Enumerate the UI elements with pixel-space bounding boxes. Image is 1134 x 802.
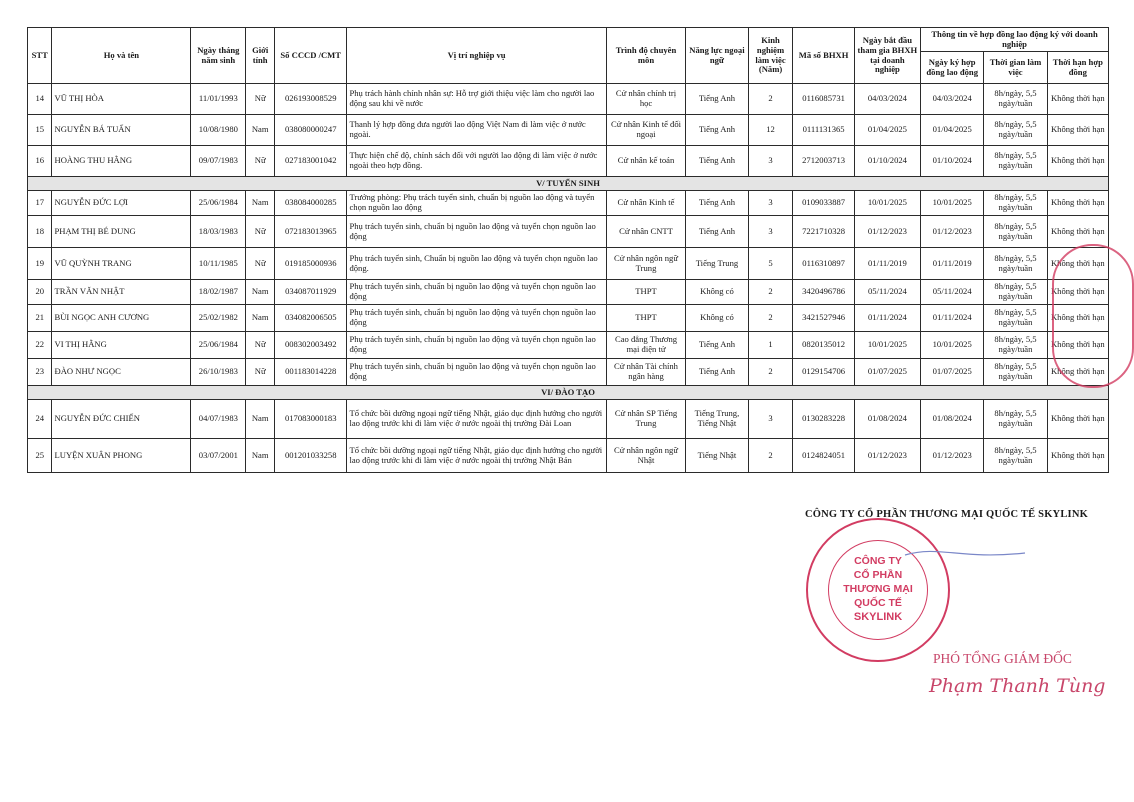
col-header-name: Họ và tên (52, 28, 191, 84)
cell-contract-term: Không thời hạn (1047, 400, 1108, 439)
cell-experience: 2 (748, 439, 793, 473)
cell-gender: Nam (246, 439, 275, 473)
cell-contract-date: 04/03/2024 (921, 84, 984, 115)
cell-name: NGUYỄN ĐỨC LỢI (52, 191, 191, 216)
cell-insurance-start: 01/04/2025 (854, 115, 920, 146)
cell-id: 026193008529 (274, 84, 346, 115)
cell-gender: Nam (246, 280, 275, 305)
cell-id: 017083000183 (274, 400, 346, 439)
cell-dob: 25/06/1984 (191, 191, 246, 216)
cell-education: Cử nhân kế toán (606, 146, 686, 177)
col-header-position: Vị trí nghiệp vụ (347, 28, 606, 84)
cell-id: 008302003492 (274, 332, 346, 359)
cell-contract-term: Không thời hạn (1047, 191, 1108, 216)
cell-stt: 23 (28, 359, 52, 386)
cell-experience: 1 (748, 332, 793, 359)
cell-work-time: 8h/ngày, 5,5 ngày/tuần (984, 359, 1047, 386)
cell-insurance: 0111131365 (793, 115, 854, 146)
cell-contract-term: Không thời hạn (1047, 216, 1108, 248)
seal-line-4: QUỐC TẾ (854, 597, 902, 609)
cell-contract-term: Không thời hạn (1047, 248, 1108, 280)
col-header-language: Năng lực ngoại ngữ (686, 28, 748, 84)
cell-stt: 16 (28, 146, 52, 177)
cell-name: VŨ QUỲNH TRANG (52, 248, 191, 280)
cell-name: HOÀNG THU HẰNG (52, 146, 191, 177)
cell-language: Tiếng Anh (686, 359, 748, 386)
cell-insurance-start: 01/11/2019 (854, 248, 920, 280)
cell-contract-term: Không thời hạn (1047, 359, 1108, 386)
cell-dob: 04/07/1983 (191, 400, 246, 439)
seal-line-5: SKYLINK (853, 611, 903, 623)
cell-insurance: 2712003713 (793, 146, 854, 177)
cell-education: Cử nhân Kinh tế (606, 191, 686, 216)
section-title-tuyen-sinh: V/ TUYỂN SINH (28, 177, 1109, 191)
cell-stt: 21 (28, 305, 52, 332)
cell-position: Tổ chức bồi dưỡng ngoại ngữ tiếng Nhật, giáo dục định hướng cho người lao động trước khi đi làm việc ở nước ngoài thị trường Nhật Bản (347, 439, 606, 473)
cell-gender: Nữ (246, 216, 275, 248)
cell-education: Cử nhân ngôn ngữ Trung (606, 248, 686, 280)
cell-experience: 5 (748, 248, 793, 280)
cell-work-time: 8h/ngày, 5,5 ngày/tuần (984, 305, 1047, 332)
cell-dob: 18/02/1987 (191, 280, 246, 305)
cell-work-time: 8h/ngày, 5,5 ngày/tuần (984, 146, 1047, 177)
cell-insurance: 0130283228 (793, 400, 854, 439)
cell-contract-date: 10/01/2025 (921, 191, 984, 216)
cell-experience: 3 (748, 146, 793, 177)
cell-insurance-start: 01/07/2025 (854, 359, 920, 386)
cell-contract-term: Không thời hạn (1047, 115, 1108, 146)
cell-education: Cử nhân SP Tiếng Trung (606, 400, 686, 439)
cell-stt: 24 (28, 400, 52, 439)
cell-id: 027183001042 (274, 146, 346, 177)
cell-work-time: 8h/ngày, 5,5 ngày/tuần (984, 400, 1047, 439)
seal-line-2: CỔ PHẦN (853, 569, 903, 581)
col-header-contract-date: Ngày ký hợp đồng lao động (921, 52, 984, 84)
cell-contract-term: Không thời hạn (1047, 439, 1108, 473)
cell-dob: 25/06/1984 (191, 332, 246, 359)
cell-language: Tiếng Nhật (686, 439, 748, 473)
cell-language: Không có (686, 280, 748, 305)
cell-insurance: 3420496786 (793, 280, 854, 305)
cell-contract-date: 01/07/2025 (921, 359, 984, 386)
cell-insurance-start: 10/01/2025 (854, 191, 920, 216)
cell-language: Không có (686, 305, 748, 332)
cell-contract-date: 05/11/2024 (921, 280, 984, 305)
cell-insurance-start: 10/01/2025 (854, 332, 920, 359)
cell-experience: 2 (748, 84, 793, 115)
cell-gender: Nữ (246, 248, 275, 280)
cell-dob: 03/07/2001 (191, 439, 246, 473)
cell-id: 034087011929 (274, 280, 346, 305)
cell-gender: Nam (246, 400, 275, 439)
cell-dob: 10/11/1985 (191, 248, 246, 280)
cell-contract-term: Không thời hạn (1047, 280, 1108, 305)
cell-stt: 22 (28, 332, 52, 359)
cell-stt: 25 (28, 439, 52, 473)
cell-position: Tổ chức bồi dưỡng ngoại ngữ tiếng Nhật, giáo dục định hướng cho người lao động trước khi đi làm việc ở nước ngoài thị trường Đài Loan (347, 400, 606, 439)
cell-language: Tiếng Trung (686, 248, 748, 280)
cell-work-time: 8h/ngày, 5,5 ngày/tuần (984, 248, 1047, 280)
cell-insurance: 7221710328 (793, 216, 854, 248)
cell-position: Thanh lý hợp đồng đưa người lao động Việt Nam đi làm việc ở nước ngoài. (347, 115, 606, 146)
cell-work-time: 8h/ngày, 5,5 ngày/tuần (984, 332, 1047, 359)
cell-id: 001183014228 (274, 359, 346, 386)
col-header-work-time: Thời gian làm việc (984, 52, 1047, 84)
seal-line-1: CÔNG TY (854, 555, 902, 567)
cell-position: Phụ trách tuyển sinh, Chuẩn bị nguồn lao động và tuyển chọn nguồn lao động. (347, 248, 606, 280)
cell-insurance: 0116085731 (793, 84, 854, 115)
cell-insurance: 0129154706 (793, 359, 854, 386)
cell-name: ĐÀO NHƯ NGỌC (52, 359, 191, 386)
cell-id: 038080000247 (274, 115, 346, 146)
cell-insurance: 0116310897 (793, 248, 854, 280)
cell-education: Cử nhân chính trị học (606, 84, 686, 115)
cell-position: Phụ trách tuyển sinh, chuẩn bị nguồn lao động và tuyển chọn nguồn lao động (347, 332, 606, 359)
cell-work-time: 8h/ngày, 5,5 ngày/tuần (984, 439, 1047, 473)
seal-line-3: THƯƠNG MẠI (843, 583, 913, 595)
cell-education: THPT (606, 305, 686, 332)
cell-contract-date: 01/08/2024 (921, 400, 984, 439)
cell-language: Tiếng Anh (686, 84, 748, 115)
cell-experience: 2 (748, 359, 793, 386)
cell-experience: 3 (748, 216, 793, 248)
cell-gender: Nam (246, 305, 275, 332)
cell-contract-date: 01/11/2019 (921, 248, 984, 280)
cell-education: Cử nhân Kinh tế đối ngoại (606, 115, 686, 146)
cell-insurance: 0820135012 (793, 332, 854, 359)
cell-language: Tiếng Trung, Tiếng Nhật (686, 400, 748, 439)
cell-id: 034082006505 (274, 305, 346, 332)
cell-position: Phụ trách tuyển sinh, chuẩn bị nguồn lao động và tuyển chọn nguồn lao động (347, 216, 606, 248)
cell-name: PHẠM THỊ BÉ DUNG (52, 216, 191, 248)
cell-id: 038084000285 (274, 191, 346, 216)
cell-language: Tiếng Anh (686, 115, 748, 146)
cell-work-time: 8h/ngày, 5,5 ngày/tuần (984, 191, 1047, 216)
cell-language: Tiếng Anh (686, 191, 748, 216)
cell-insurance-start: 05/11/2024 (854, 280, 920, 305)
cell-education: THPT (606, 280, 686, 305)
col-header-insurance: Mã số BHXH (793, 28, 854, 84)
cell-language: Tiếng Anh (686, 216, 748, 248)
cell-insurance-start: 01/12/2023 (854, 216, 920, 248)
col-header-id: Số CCCD /CMT (274, 28, 346, 84)
cell-insurance-start: 01/11/2024 (854, 305, 920, 332)
cell-id: 001201033258 (274, 439, 346, 473)
cell-dob: 25/02/1982 (191, 305, 246, 332)
cell-work-time: 8h/ngày, 5,5 ngày/tuần (984, 84, 1047, 115)
cell-position: Phụ trách hành chính nhân sự: Hỗ trợ giới thiệu việc làm cho người lao động sau khi về nước (347, 84, 606, 115)
cell-dob: 09/07/1983 (191, 146, 246, 177)
cell-gender: Nữ (246, 146, 275, 177)
cell-name: TRẦN VĂN NHẬT (52, 280, 191, 305)
signer-name: Phạm Thanh Tùng (929, 675, 1106, 697)
signer-title: PHÓ TỔNG GIÁM ĐỐC (933, 651, 1072, 666)
cell-contract-date: 01/11/2024 (921, 305, 984, 332)
cell-insurance-start: 01/08/2024 (854, 400, 920, 439)
cell-name: NGUYỄN BÁ TUẤN (52, 115, 191, 146)
cell-name: LUYỆN XUÂN PHONG (52, 439, 191, 473)
cell-dob: 10/08/1980 (191, 115, 246, 146)
cell-work-time: 8h/ngày, 5,5 ngày/tuần (984, 280, 1047, 305)
cell-stt: 19 (28, 248, 52, 280)
cell-experience: 2 (748, 305, 793, 332)
cell-contract-date: 10/01/2025 (921, 332, 984, 359)
company-name: CÔNG TY CỔ PHẦN THƯƠNG MẠI QUỐC TẾ SKYLINK (805, 509, 1088, 520)
col-header-insurance-start: Ngày bắt đầu tham gia BHXH tại doanh nghiệp (854, 28, 920, 84)
cell-dob: 18/03/1983 (191, 216, 246, 248)
section-title-dao-tao: VI/ ĐÀO TẠO (28, 386, 1109, 400)
cell-stt: 17 (28, 191, 52, 216)
cell-contract-term: Không thời hạn (1047, 305, 1108, 332)
col-header-gender: Giới tính (246, 28, 275, 84)
cell-insurance-start: 01/10/2024 (854, 146, 920, 177)
cell-contract-term: Không thời hạn (1047, 146, 1108, 177)
cell-stt: 15 (28, 115, 52, 146)
col-header-stt: STT (28, 28, 52, 84)
cell-stt: 20 (28, 280, 52, 305)
cell-language: Tiếng Anh (686, 146, 748, 177)
cell-work-time: 8h/ngày, 5,5 ngày/tuần (984, 216, 1047, 248)
cell-gender: Nữ (246, 359, 275, 386)
cell-name: NGUYỄN ĐỨC CHIẾN (52, 400, 191, 439)
col-header-education: Trình độ chuyên môn (606, 28, 686, 84)
cell-insurance-start: 04/03/2024 (854, 84, 920, 115)
cell-contract-term: Không thời hạn (1047, 332, 1108, 359)
cell-dob: 11/01/1993 (191, 84, 246, 115)
col-header-dob: Ngày tháng năm sinh (191, 28, 246, 84)
cell-name: BÙI NGỌC ANH CƯƠNG (52, 305, 191, 332)
cell-position: Thực hiện chế độ, chính sách đối với người lao động đi làm việc ở nước ngoài theo hợp đồng. (347, 146, 606, 177)
cell-education: Cao đẳng Thương mại điện tử (606, 332, 686, 359)
cell-experience: 12 (748, 115, 793, 146)
cell-stt: 18 (28, 216, 52, 248)
col-header-contract-group: Thông tin về hợp đồng lao động ký với doanh nghiệp (921, 28, 1109, 52)
cell-work-time: 8h/ngày, 5,5 ngày/tuần (984, 115, 1047, 146)
cell-contract-date: 01/04/2025 (921, 115, 984, 146)
col-header-contract-term: Thời hạn hợp đồng (1047, 52, 1108, 84)
cell-position: Phụ trách tuyển sinh, chuẩn bị nguồn lao động và tuyển chọn nguồn lao động (347, 359, 606, 386)
cell-name: VI THỊ HẰNG (52, 332, 191, 359)
cell-stt: 14 (28, 84, 52, 115)
cell-gender: Nam (246, 191, 275, 216)
cell-education: Cử nhân Tài chính ngân hàng (606, 359, 686, 386)
cell-contract-date: 01/12/2023 (921, 216, 984, 248)
cell-position: Phụ trách tuyển sinh, chuẩn bị nguồn lao động và tuyển chọn nguồn lao động (347, 305, 606, 332)
cell-gender: Nữ (246, 84, 275, 115)
cell-insurance: 3421527946 (793, 305, 854, 332)
cell-contract-date: 01/12/2023 (921, 439, 984, 473)
cell-id: 072183013965 (274, 216, 346, 248)
cell-gender: Nam (246, 115, 275, 146)
cell-contract-term: Không thời hạn (1047, 84, 1108, 115)
cell-experience: 3 (748, 191, 793, 216)
cell-experience: 2 (748, 280, 793, 305)
cell-insurance: 0109033887 (793, 191, 854, 216)
cell-id: 019185000936 (274, 248, 346, 280)
cell-name: VŨ THỊ HÒA (52, 84, 191, 115)
cell-experience: 3 (748, 400, 793, 439)
cell-language: Tiếng Anh (686, 332, 748, 359)
cell-position: Trưởng phòng: Phụ trách tuyển sinh, chuẩn bị nguồn lao động và tuyển chọn nguồn lao động (347, 191, 606, 216)
cell-education: Cử nhân CNTT (606, 216, 686, 248)
cell-position: Phụ trách tuyển sinh, chuẩn bị nguồn lao động và tuyển chọn nguồn lao động (347, 280, 606, 305)
cell-gender: Nữ (246, 332, 275, 359)
cell-insurance-start: 01/12/2023 (854, 439, 920, 473)
cell-dob: 26/10/1983 (191, 359, 246, 386)
cell-education: Cử nhân ngôn ngữ Nhật (606, 439, 686, 473)
col-header-experience: Kinh nghiệm làm việc (Năm) (748, 28, 793, 84)
cell-contract-date: 01/10/2024 (921, 146, 984, 177)
cell-insurance: 0124824051 (793, 439, 854, 473)
